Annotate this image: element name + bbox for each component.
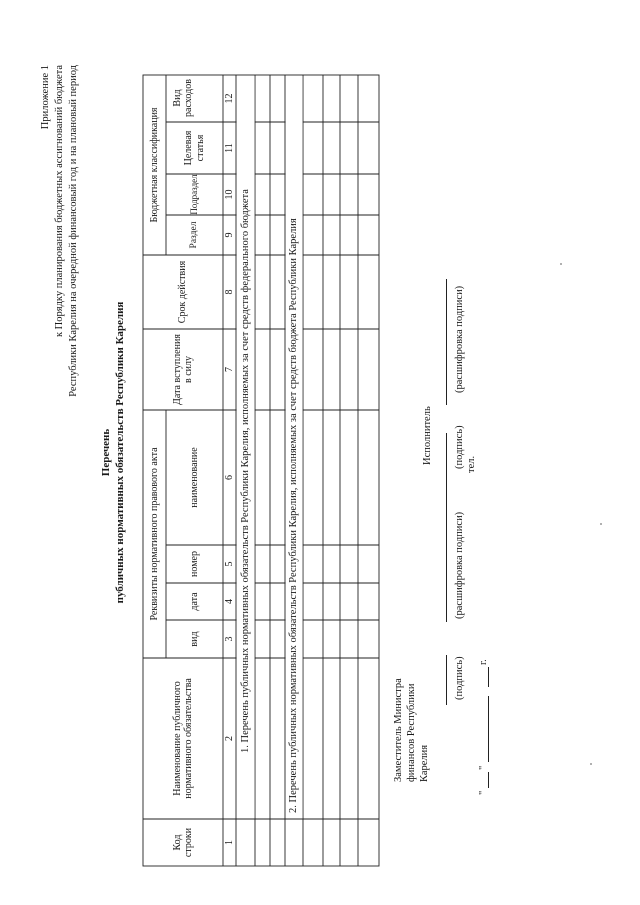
- date-year-suffix: г.: [478, 659, 489, 665]
- doc-subtitle: публичных нормативных обязательств Республики Карелия: [114, 301, 126, 604]
- signature-line: [446, 655, 447, 705]
- section-2-label: 2. Перечень публичных нормативных обязательств Республики Карелия, исполняемых за счет средств бюджета Республики Карелия: [288, 218, 299, 813]
- col-header-effective-date: Дата вступления в силу: [171, 334, 194, 405]
- date-day-line: [488, 772, 489, 788]
- col-number: 1: [223, 840, 235, 845]
- date-quote-close: ": [478, 765, 489, 770]
- executor-signature-line: [446, 433, 447, 503]
- executor-decoding-line: [446, 279, 447, 405]
- col-header-validity: Срок действия: [177, 260, 189, 324]
- col-header-code: Код строки: [171, 827, 194, 858]
- appendix-label: Приложение 1: [40, 65, 51, 130]
- col-number: 2: [223, 736, 235, 741]
- signature-decoding-line: [446, 490, 447, 622]
- executor-decoding-caption: (расшифровка подписи): [454, 285, 465, 393]
- col-header-section: Раздел: [188, 221, 199, 249]
- col-number: 12: [223, 93, 235, 104]
- deputy-minister-title-1: Заместитель Министра: [393, 678, 404, 782]
- col-number: 8: [223, 289, 235, 295]
- signature-caption: (подпись): [454, 656, 465, 700]
- executor-label: Исполнитель: [422, 406, 433, 465]
- section-1-label: 1. Перечень публичных нормативных обязательств Республики Карелия, исполняемых за счет средств федерального бюджета: [240, 189, 251, 753]
- col-number: 6: [223, 475, 235, 480]
- col-header-target-article: Целевая статья: [183, 130, 206, 166]
- phone-label: тел.: [466, 455, 477, 473]
- executor-signature-caption: (подпись): [454, 425, 465, 469]
- col-header-number: номер: [188, 551, 200, 577]
- col-header-act-details: Реквизиты нормативного правового акта: [148, 447, 160, 621]
- col-number: 11: [223, 143, 235, 153]
- col-number: 9: [223, 232, 235, 238]
- col-header-budget-classification: Бюджетная классификация: [148, 107, 160, 223]
- col-number: 4: [223, 599, 235, 604]
- date-month-line: [488, 696, 489, 762]
- col-number: 10: [223, 189, 235, 200]
- col-number: 7: [223, 367, 235, 372]
- col-header-expense-type: Вид расходов: [171, 79, 194, 117]
- doc-title: Перечень: [100, 428, 112, 477]
- appendix-line-3: Республики Карелия на очередной финансовый год и на плановый период: [68, 65, 79, 397]
- scan-speck: [560, 263, 562, 265]
- col-header-subsection: Подраздел: [188, 174, 199, 215]
- date-quote-open: ": [478, 790, 489, 795]
- col-number: 5: [223, 561, 235, 567]
- deputy-minister-title-2: финансов Республики: [406, 683, 417, 782]
- col-header-title: наименование: [188, 447, 200, 508]
- date-year-line: [488, 667, 489, 687]
- col-header-date: дата: [188, 592, 200, 611]
- col-number: 3: [223, 636, 235, 642]
- col-header-obligation-name: Наименование публичного нормативного обязательства: [171, 678, 194, 799]
- signature-decoding-caption: (расшифровка подписи): [454, 511, 465, 619]
- scan-speck: [590, 763, 592, 765]
- deputy-minister-title-3: Карелия: [419, 744, 430, 782]
- appendix-line-2: к Порядку планирования бюджетных ассигнований бюджета: [54, 65, 65, 338]
- scan-speck: [600, 523, 602, 525]
- col-header-type: вид: [188, 631, 200, 647]
